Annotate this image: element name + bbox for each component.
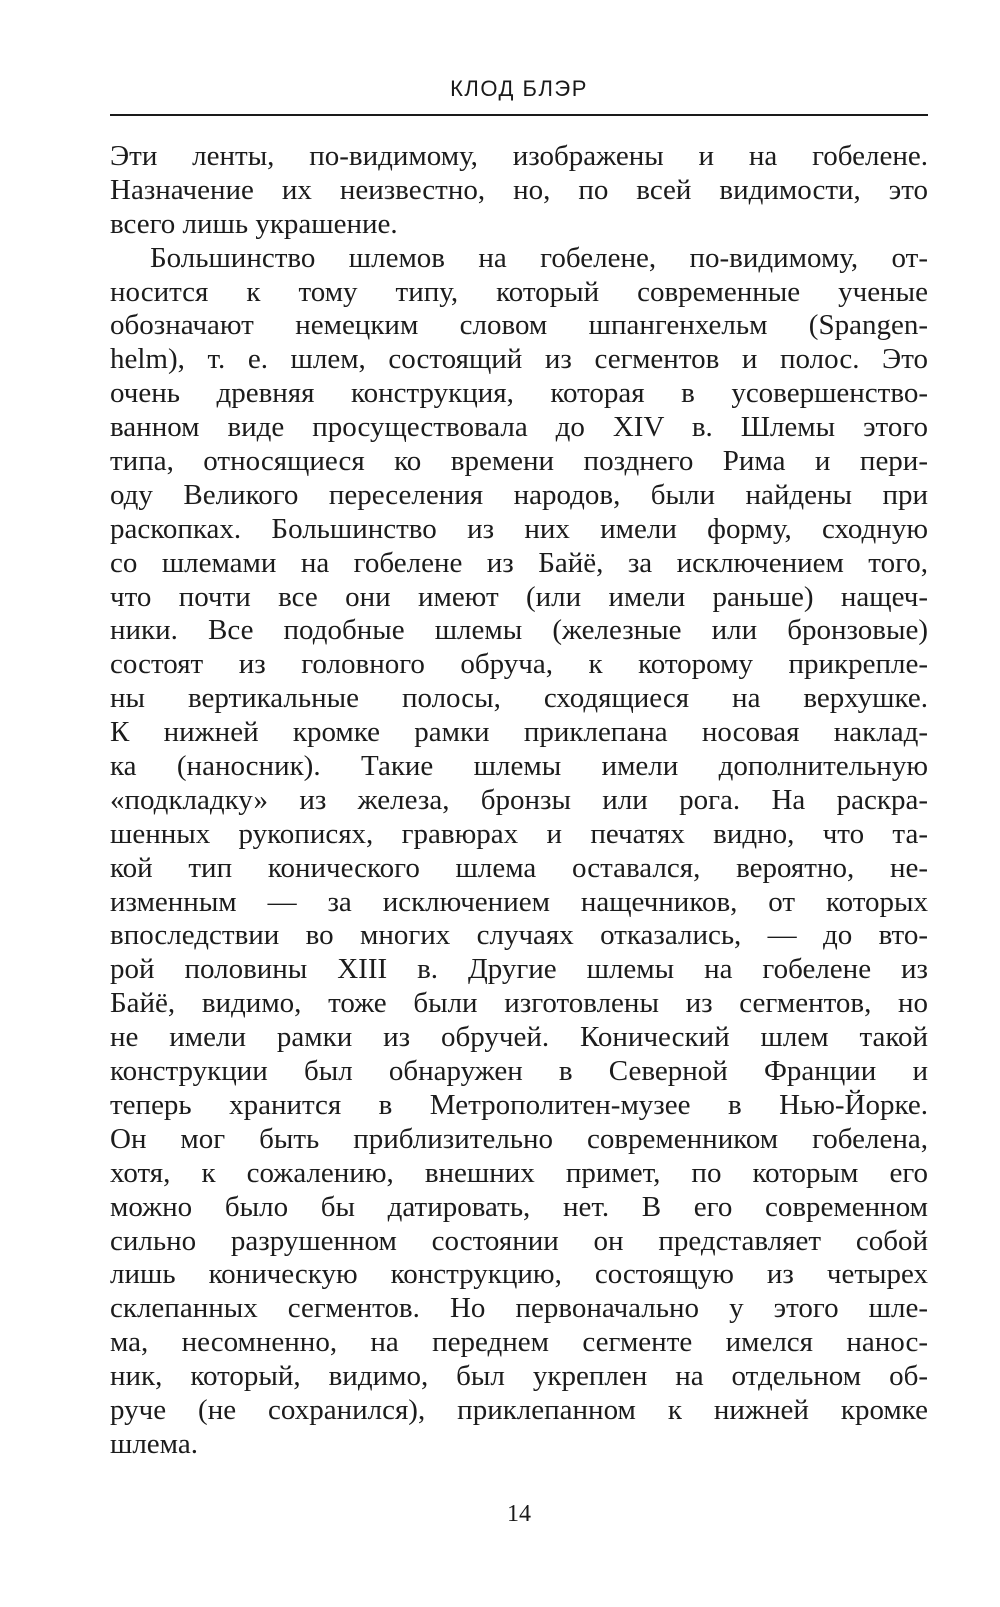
- text-line: ники. Все подобные шлемы (железные или бронзовые): [110, 614, 928, 647]
- text-line: раскопках. Большинство из них имели форму, сходную: [110, 512, 928, 545]
- text-line: шенных рукописях, гравюрах и печатях видно, что та-: [110, 817, 928, 850]
- text-line: со шлемами на гобелене из Байё, за исключением того,: [110, 546, 928, 579]
- text-line: лишь коническую конструкцию, состоящую из четырех: [110, 1258, 928, 1291]
- running-head: КЛОД БЛЭР: [450, 76, 588, 101]
- text-line: ванном виде просуществовала до XIV в. Шлемы этого: [110, 411, 928, 444]
- text-line: руче (не сохранился), приклепанном к нижней кромке: [110, 1393, 928, 1426]
- text-line: «подкладку» из железа, бронзы или рога. На раскра-: [110, 783, 928, 816]
- text-line: хотя, к сожалению, внешних примет, по которым его: [110, 1156, 928, 1189]
- text-line: изменным — за исключением нащечников, от которых: [110, 885, 928, 918]
- text-line: типа, относящиеся ко времени позднего Рима и пери-: [110, 445, 928, 478]
- text-line: helm), т. е. шлем, состоящий из сегментов и полос. Это: [110, 343, 928, 376]
- text-line: не имели рамки из обручей. Конический шлем такой: [110, 1021, 928, 1054]
- text-line: обозначают немецким словом шпангенхельм (Spangen-: [110, 309, 928, 342]
- text-line: ка (наносник). Такие шлемы имели дополнительную: [110, 750, 928, 783]
- text-line: ник, который, видимо, был укреплен на отдельном об-: [110, 1360, 928, 1393]
- text-line: что почти все они имеют (или имели раньше) нащеч-: [110, 580, 928, 613]
- text-line: Байё, видимо, тоже были изготовлены из сегментов, но: [110, 987, 928, 1020]
- text-line: К нижней кромке рамки приклепана носовая наклад-: [110, 716, 928, 749]
- text-line: рой половины XIII в. Другие шлемы на гобелене из: [110, 953, 928, 986]
- text-line: всего лишь украшение.: [110, 207, 398, 240]
- text-line: сильно разрушенном состоянии он представляет собой: [110, 1224, 928, 1257]
- text-line: Назначение их неизвестно, но, по всей видимости, это: [110, 173, 928, 206]
- text-line: ма, несомненно, на переднем сегменте имелся нанос-: [110, 1326, 928, 1359]
- text-line: впоследствии во многих случаях отказались, — до вто-: [110, 919, 928, 952]
- text-line: склепанных сегментов. Но первоначально у этого шле-: [110, 1292, 928, 1325]
- text-line: теперь хранится в Метрополитен-музее в Нью-Йорке.: [110, 1088, 928, 1121]
- text-line: оду Великого переселения народов, были найдены при: [110, 478, 928, 511]
- header-rule: [110, 114, 928, 116]
- text-line: конструкции был обнаружен в Северной Франции и: [110, 1055, 928, 1088]
- page-number: 14: [507, 1501, 531, 1527]
- text-line: Большинство шлемов на гобелене, по-видимому, от-: [150, 241, 928, 274]
- text-line: носится к тому типу, который современные ученые: [110, 275, 928, 308]
- text-line: очень древняя конструкция, которая в усовершенство-: [110, 377, 928, 410]
- text-line: Он мог быть приблизительно современником гобелена,: [110, 1122, 928, 1155]
- text-line: можно было бы датировать, нет. В его современном: [110, 1190, 928, 1223]
- text-line: кой тип конического шлема оставался, вероятно, не-: [110, 851, 928, 884]
- text-line: ны вертикальные полосы, сходящиеся на верхушке.: [110, 682, 928, 715]
- body-text: [110, 140, 928, 1462]
- text-line: Эти ленты, по-видимому, изображены и на гобелене.: [110, 140, 928, 172]
- text-line: шлема.: [110, 1427, 198, 1460]
- text-line: состоят из головного обруча, к которому прикрепле-: [110, 648, 928, 681]
